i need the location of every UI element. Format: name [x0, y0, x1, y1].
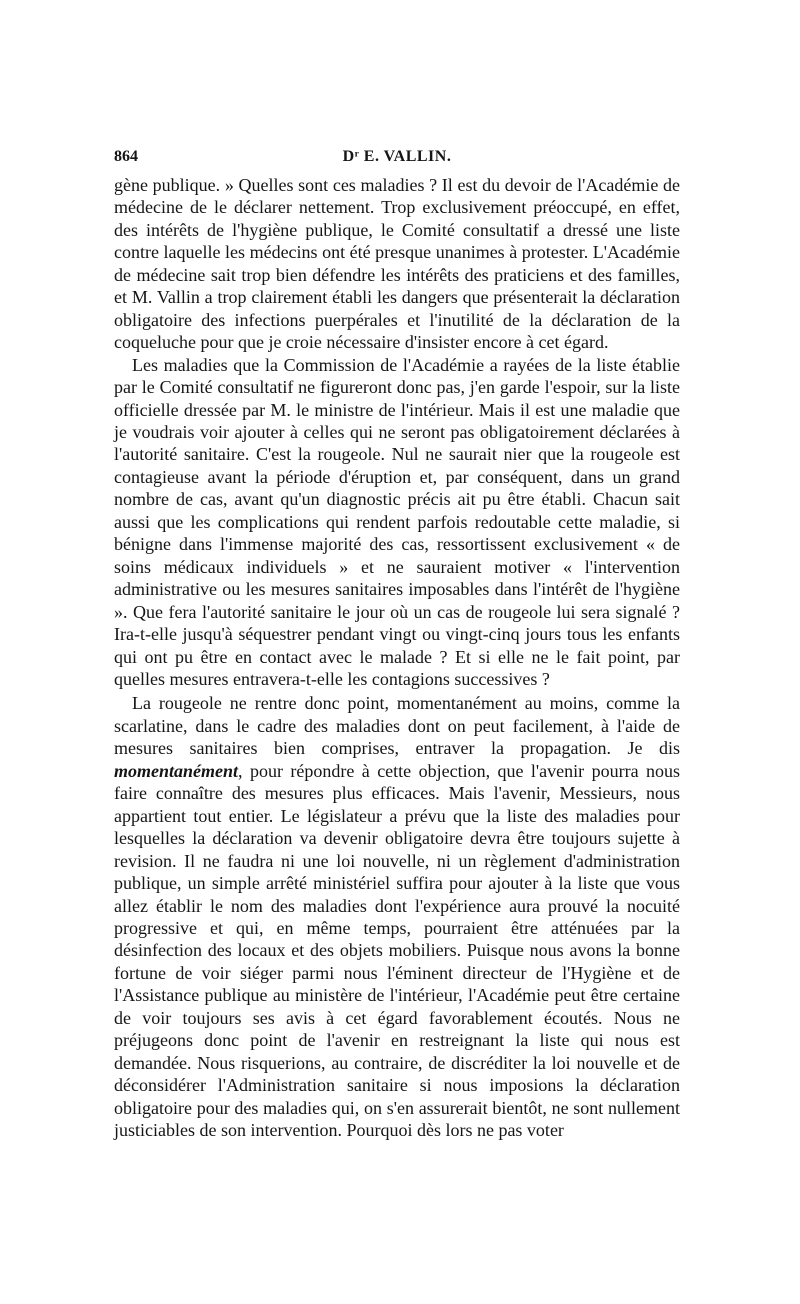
page-number: 864: [114, 148, 138, 165]
paragraph-continuation: gène publique. » Quelles sont ces maladies ? Il est du devoir de l'Académie de médecine de le déclarer nettement. Trop exclusivement préoccupé, en effet, des intérêts de l'hygiène publique, le Comité consultatif a dressé une liste contre laquelle les médecins ont été presque unanimes à protester. L'Académie de médecine sait trop bien défendre les intérêts des praticiens et des familles, et M. Vallin a trop clairement établi les dangers que présenterait la déclaration obligatoire des infections puerpérales et l'inutilité de la déclaration de la coqueluche pour que je croie nécessaire d'insister encore à cet égard.: [114, 175, 680, 353]
paragraph-rougeole-exclusion: Les maladies que la Commission de l'Académie a rayées de la liste établie par le Comité consultatif ne figureront donc pas, j'en garde l'espoir, sur la liste officielle dressée par M. le ministre de l'intérieur. Mais il est une maladie que je voudrais voir ajouter à celles qui ne seront pas obligatoirement déclarées à l'autorité sanitaire. C'est la rougeole. Nul ne saurait nier que la rougeole est contagieuse avant la période d'éruption et, par conséquent, dans un grand nombre de cas, avant qu'un diagnostic précis ait pu être établi. Chacun sait aussi que les complications qui rendent parfois redoutable cette maladie, si bénigne dans l'immense majorité des cas, ressortissent exclusivement « de soins médicaux individuels » et ne sauraient motiver « l'intervention administrative ou les mesures sanitaires imposables dans l'intérêt de l'hygiène ». Que fera l'autorité sanitaire le jour où un cas de rougeole lui sera signalé ? Ira-t-elle jusqu'à séquestrer pendant vingt ou vingt-cinq jours tous les enfants qui ont pu être en contact avec le malade ? Et si elle ne le fait point, par quelles mesures entravera-t-elle les contagions successives ?: [114, 354, 680, 689]
author-heading: Dʳ E. VALLIN.: [342, 148, 452, 165]
paragraph-text-after-emphasis: , pour répondre à cette objection, que l'avenir pourra nous faire connaître des mesures plus efficaces. Mais l'avenir, Messieurs, nous appartient tout entier. Le législateur a prévu que la liste des maladies pour lesquelles la déclaration va devenir obligatoire devra être toujours sujette à revision. Il ne faudra ni une loi nouvelle, ni un règlement d'administration publique, un simple arrêté ministériel suffira pour ajouter à la liste que vous allez établir le nom des maladies dont l'expérience aura prouvé la nocuité progressive et qui, en même temps, pourraient être atténuées par la désinfection des locaux et des objets mobiliers. Puisque nous avons la bonne fortune de voir siéger parmi nous l'éminent directeur de l'Hygiène et de l'Assistance publique au ministère de l'intérieur, l'Académie peut être certaine de voir toujours ses avis à cet égard favorablement écoutés. Nous ne préjugeons donc point de l'avenir en restreignant la liste qui nous est demandée. Nous risquerions, au contraire, de discréditer la loi nouvelle et de déconsidérer l'Administration sanitaire si nous imposions la déclaration obligatoire pour des maladies qui, on s'en assurerait bientôt, ne sont nullement justiciables de son intervention. Pourquoi dès lors ne pas voter: [114, 760, 680, 1141]
emphasized-word: momentanément: [114, 760, 239, 781]
running-header: [114, 145, 680, 169]
paragraph-legislative-revision: [114, 692, 680, 1141]
body-text: [114, 174, 680, 1141]
paragraph-text-before-emphasis: La rougeole ne rentre donc point, momentanément au moins, comme la scarlatine, dans le cadre des maladies dont on peut facilement, à l'aide de mesures sanitaires bien comprises, entraver la propagation. Je dis: [114, 693, 680, 759]
